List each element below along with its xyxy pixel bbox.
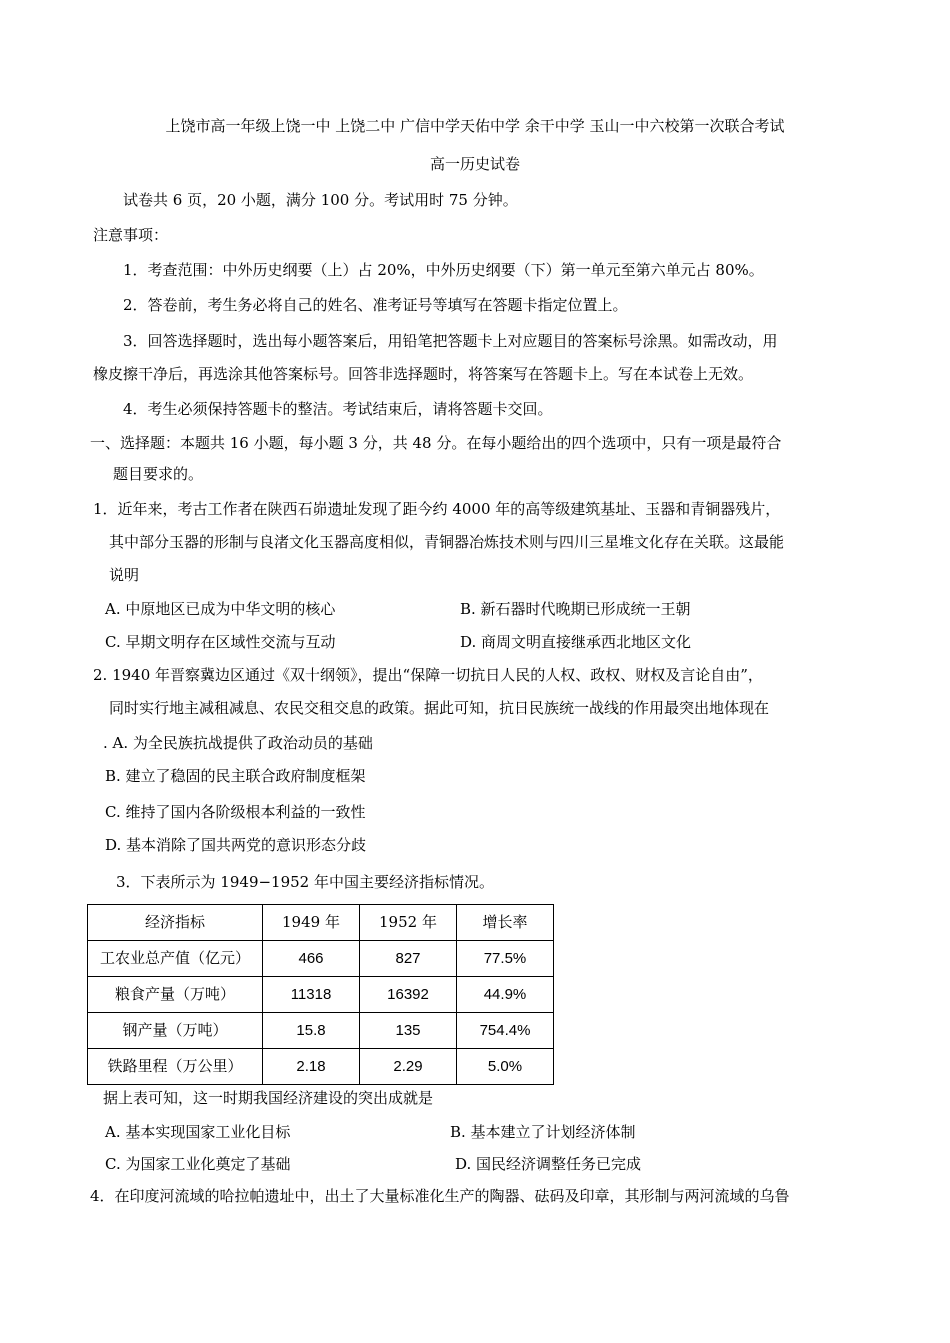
section-heading-line-1: 一、选择题：本题共 16 小题，每小题 3 分，共 48 分。在每小题给出的四个选项中，只有一项是最符合	[90, 434, 782, 452]
table-header-cell: 1952 年	[360, 905, 457, 941]
q1-option-c: C. 早期文明存在区域性交流与互动	[105, 633, 336, 651]
q3-stem: 3．下表所示为 1949−1952 年中国主要经济指标情况。	[116, 873, 494, 891]
table-header-cell: 1949 年	[263, 905, 360, 941]
table-row	[88, 977, 554, 1013]
q1-option-d: D. 商周文明直接继承西北地区文化	[460, 633, 692, 651]
q3-option-b: B. 基本建立了计划经济体制	[450, 1123, 636, 1141]
note-2: 2．答卷前，考生务必将自己的姓名、准考证号等填写在答题卡指定位置上。	[123, 296, 628, 314]
q1-stem-line-2: 其中部分玉器的形制与良渚文化玉器高度相似，青铜器冶炼技术则与四川三星堆文化存在关联。这最能	[109, 533, 785, 551]
table-row	[88, 941, 554, 977]
table-cell: 16392	[360, 977, 457, 1013]
q3-option-d: D. 国民经济调整任务已完成	[455, 1155, 642, 1173]
table-row	[88, 1013, 554, 1049]
table-cell: 15.8	[263, 1013, 360, 1049]
q4-stem-line-1: 4．在印度河流域的哈拉帕遗址中，出土了大量标准化生产的陶器、砝码及印章，其形制与两河流域的乌鲁	[90, 1187, 790, 1205]
table-cell: 钢产量（万吨）	[88, 1013, 263, 1049]
exam-title: 上饶市高一年级上饶一中 上饶二中 广信中学天佑中学 余干中学 玉山一中六校第一次联合考试	[165, 117, 785, 135]
table-header-cell: 增长率	[457, 905, 554, 941]
q2-stem-line-1: 2. 1940 年晋察冀边区通过《双十纲领》，提出“保障一切抗日人民的人权、政权、财权及言论自由”，	[93, 666, 763, 684]
q2-option-b: B. 建立了稳固的民主联合政府制度框架	[105, 767, 366, 785]
economic-indicators-table	[87, 904, 554, 1085]
q1-stem-line-1: 1．近年来，考古工作者在陕西石峁遗址发现了距今约 4000 年的高等级建筑基址、玉器和青铜器残片，	[93, 500, 781, 518]
table-cell: 466	[263, 941, 360, 977]
note-3-line-2: 橡皮擦干净后，再选涂其他答案标号。回答非选择题时，将答案写在答题卡上。写在本试卷上无效。	[93, 365, 754, 383]
table-header-cell: 经济指标	[88, 905, 263, 941]
section-heading-line-2: 题目要求的。	[113, 465, 204, 483]
q1-stem-line-3: 说明	[109, 566, 140, 584]
q2-stem-line-2: 同时实行地主减租减息、农民交租交息的政策。据此可知，抗日民族统一战线的作用最突出地体现在	[109, 699, 770, 717]
table-cell: 5.0%	[457, 1049, 554, 1085]
table-cell: 754.4%	[457, 1013, 554, 1049]
table-cell: 11318	[263, 977, 360, 1013]
table-header-row	[88, 905, 554, 941]
note-4: 4．考生必须保持答题卡的整洁。考试结束后，请将答题卡交回。	[123, 400, 553, 418]
q3-option-c: C. 为国家工业化奠定了基础	[105, 1155, 291, 1173]
table-cell: 2.29	[360, 1049, 457, 1085]
table-cell: 827	[360, 941, 457, 977]
q1-option-a: A. 中原地区已成为中华文明的核心	[105, 600, 336, 618]
table-cell: 135	[360, 1013, 457, 1049]
notes-heading: 注意事项：	[93, 226, 169, 244]
q3-follow-up: 据上表可知，这一时期我国经济建设的突出成就是	[103, 1089, 434, 1107]
table-cell: 2.18	[263, 1049, 360, 1085]
q3-option-a: A. 基本实现国家工业化目标	[105, 1123, 291, 1141]
q2-option-d: D. 基本消除了国共两党的意识形态分歧	[105, 836, 367, 854]
table-row	[88, 1049, 554, 1085]
exam-intro: 试卷共 6 页，20 小题，满分 100 分。考试用时 75 分钟。	[123, 191, 518, 209]
q2-option-a: . A. 为全民族抗战提供了政治动员的基础	[103, 734, 373, 752]
paper-subtitle: 高一历史试卷	[429, 155, 520, 173]
table-cell: 44.9%	[457, 977, 554, 1013]
q1-option-b: B. 新石器时代晚期已形成统一王朝	[460, 600, 691, 618]
table-cell: 工农业总产值（亿元）	[88, 941, 263, 977]
note-3-line-1: 3．回答选择题时，选出每小题答案后，用铅笔把答题卡上对应题目的答案标号涂黑。如需改动，用	[123, 332, 778, 350]
table-cell: 粮食产量（万吨）	[88, 977, 263, 1013]
table-cell: 铁路里程（万公里）	[88, 1049, 263, 1085]
note-1: 1．考查范围：中外历史纲要（上）占 20%，中外历史纲要（下）第一单元至第六单元占 80%。	[123, 261, 764, 279]
q2-option-c: C. 维持了国内各阶级根本利益的一致性	[105, 803, 366, 821]
table-cell: 77.5%	[457, 941, 554, 977]
